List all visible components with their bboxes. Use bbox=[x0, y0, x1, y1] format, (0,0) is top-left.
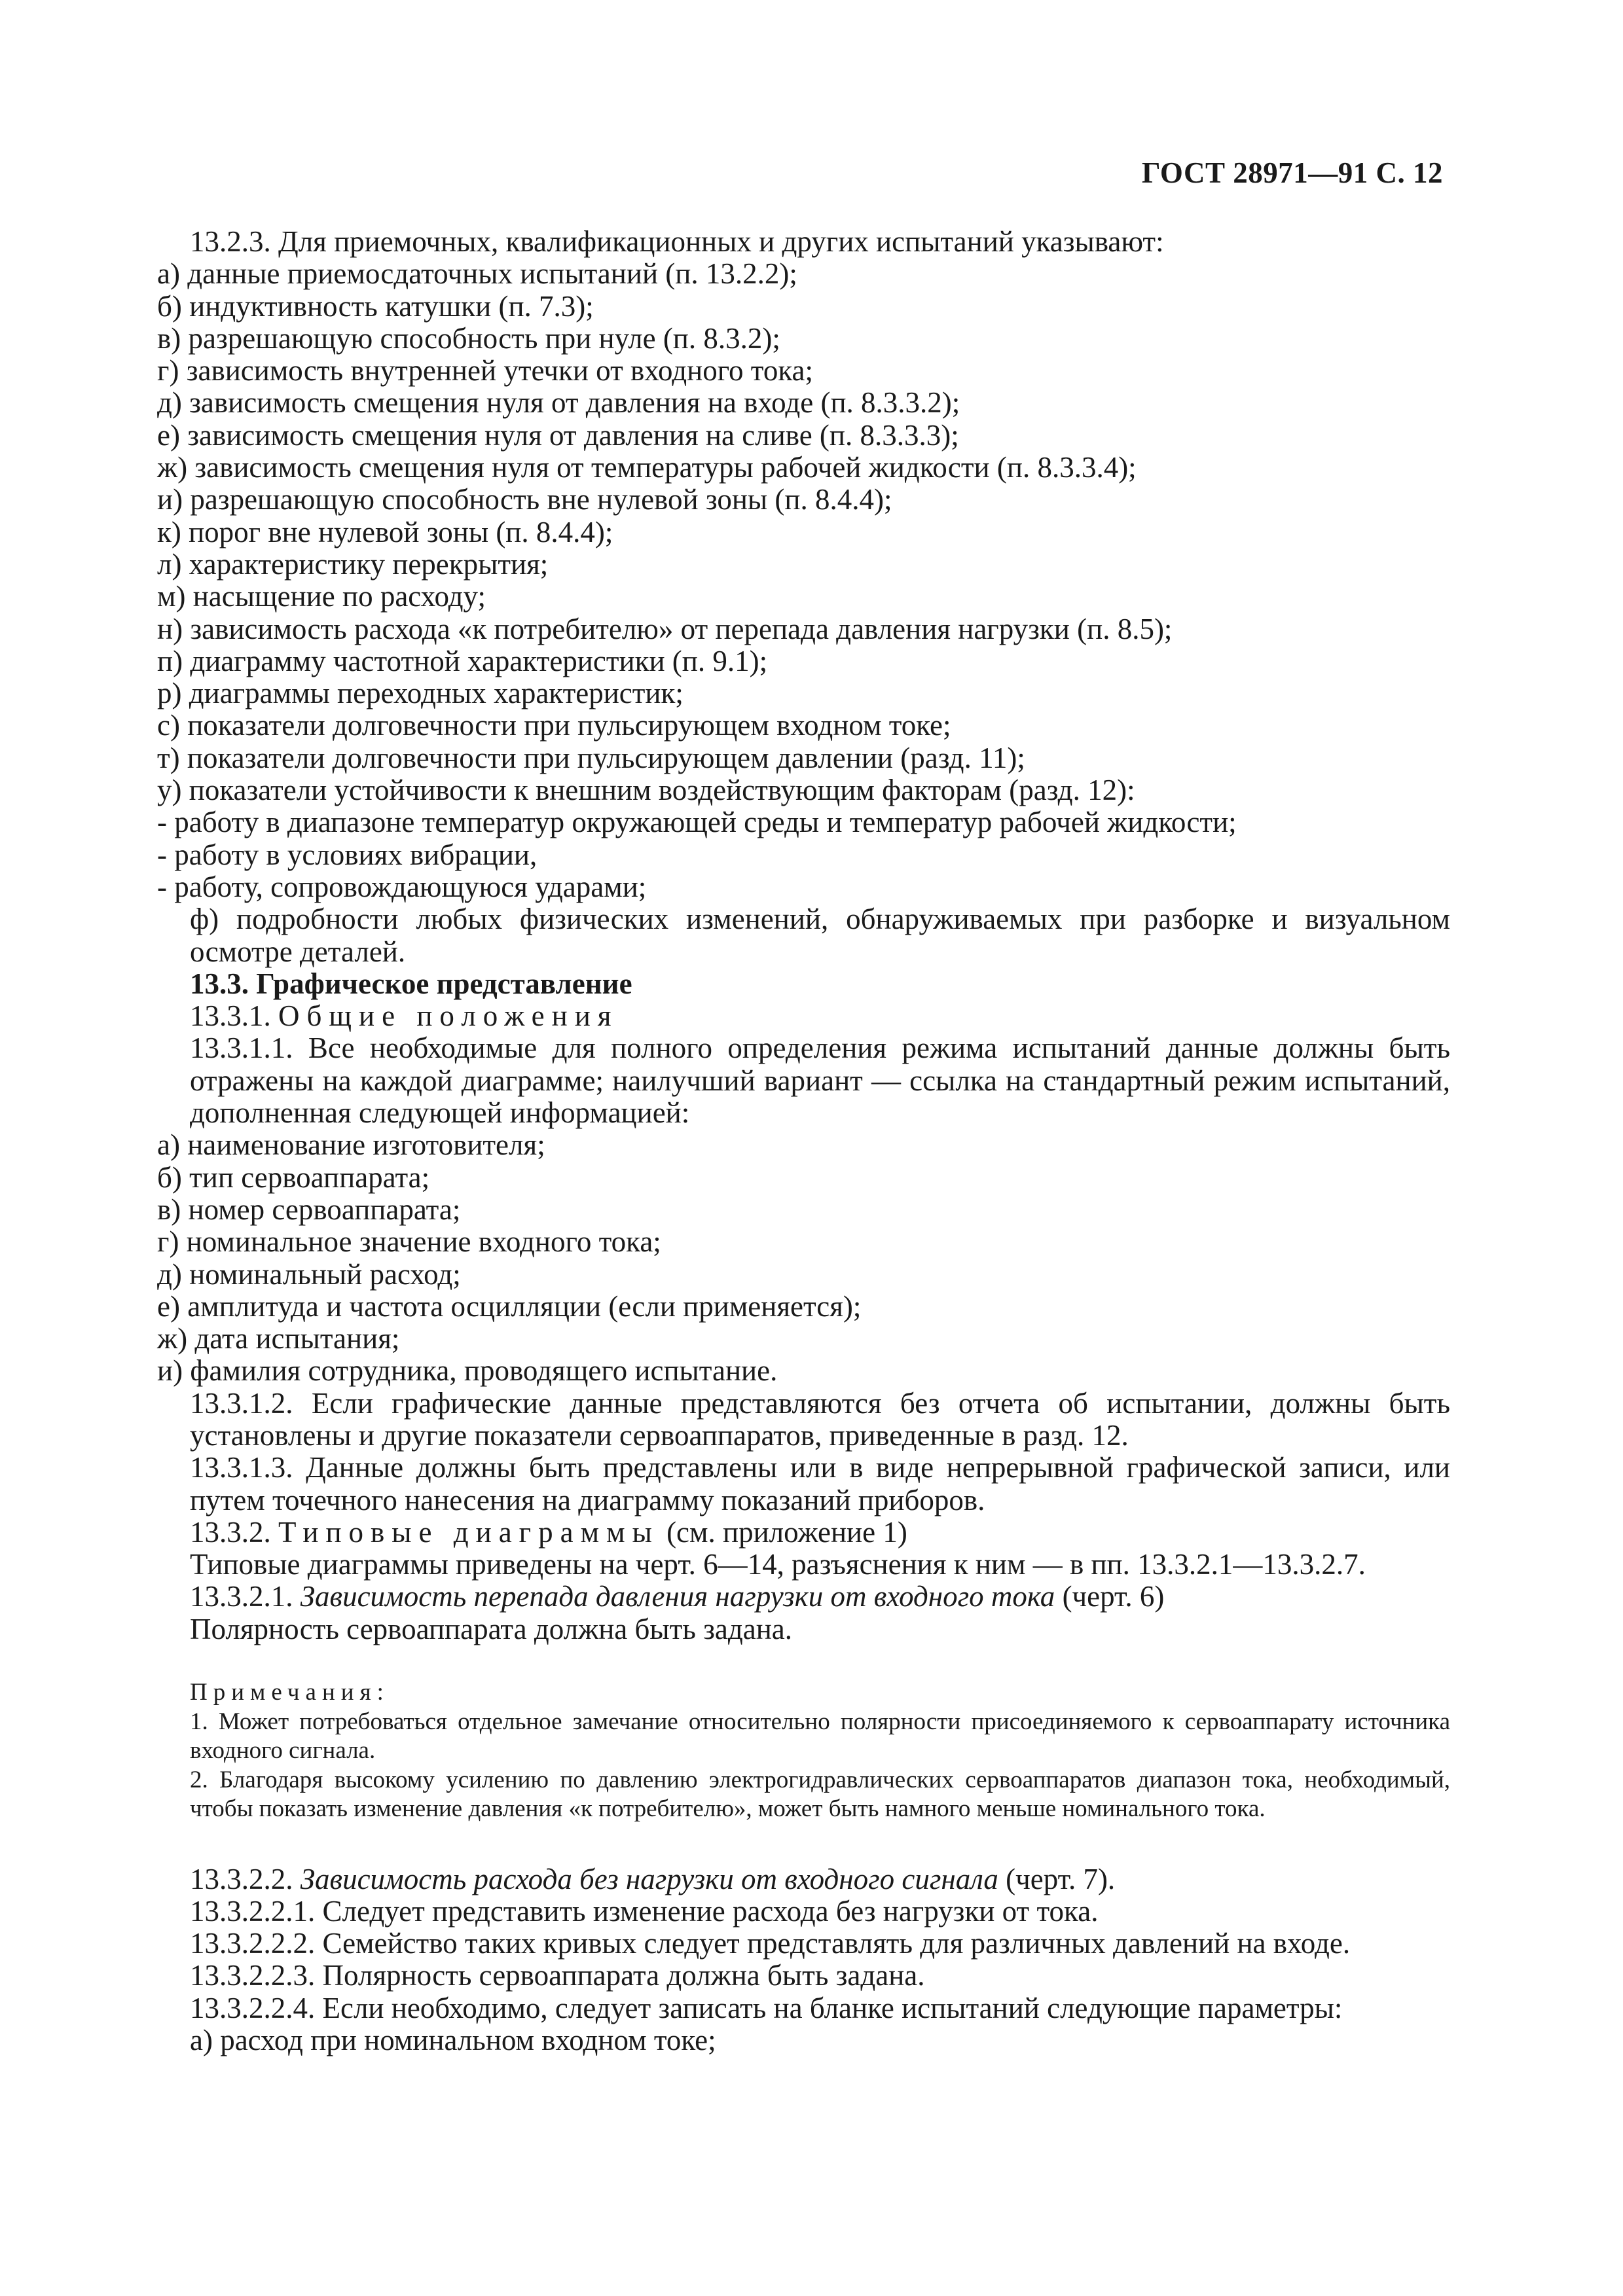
notes-title: Примечания: bbox=[190, 1679, 390, 1706]
subsection-13-3-2 bbox=[157, 1516, 1450, 1549]
subsection-13-3-1 bbox=[157, 1000, 1450, 1032]
list-item-f: ф) подробности любых физических изменений, обнаруживаемых при разборке и визуальном осмотре деталей. bbox=[190, 903, 1450, 968]
list-item: б) индуктивность катушки (п. 7.3); bbox=[157, 289, 594, 323]
list-item: и) разрешающую способность вне нулевой зоны (п. 8.4.4); bbox=[157, 483, 892, 516]
list-item: р) диаграммы переходных характеристик; bbox=[157, 677, 684, 710]
list-item: ж) дата испытания; bbox=[157, 1322, 400, 1355]
dash-item: - работу в диапазоне температур окружающей среды и температур рабочей жидкости; bbox=[157, 806, 1237, 839]
list-item: н) зависимость расхода «к потребителю» от перепада давления нагрузки (п. 8.5); bbox=[157, 612, 1173, 645]
list-item: в) номер сервоаппарата; bbox=[157, 1193, 461, 1226]
clause-13-3-2-1 bbox=[157, 1581, 1450, 1613]
clause-number: 13.3.1. bbox=[190, 999, 271, 1033]
list-item: в) разрешающую способность при нуле (п. 8.3.2); bbox=[157, 321, 780, 355]
list-item: е) зависимость смещения нуля от давления на сливе (п. 8.3.3.3); bbox=[157, 418, 959, 452]
italic-title: Зависимость перепада давления нагрузки от входного тока bbox=[300, 1580, 1055, 1613]
clause-13-3-1-2: 13.3.1.2. Если графические данные представляются без отчета об испытании, должны быть установлены и другие показатели сервоаппаратов, приведенные в разд. 12. bbox=[190, 1386, 1450, 1452]
clause-number: 13.3.2.1. bbox=[190, 1580, 293, 1613]
clause-reference: (черт. 7). bbox=[1006, 1862, 1116, 1895]
spacer bbox=[157, 1824, 1450, 1863]
list-item: б) тип сервоаппарата; bbox=[157, 1160, 430, 1194]
list-item: ж) зависимость смещения нуля от температуры рабочей жидкости (п. 8.3.3.4); bbox=[157, 451, 1137, 484]
notes-block bbox=[157, 1678, 1450, 1824]
clause-13-3-2-2 bbox=[157, 1863, 1450, 1895]
spaced-title: Типовые диаграммы bbox=[278, 1515, 659, 1549]
list-item: у) показатели устойчивости к внешним воздействующим факторам (разд. 12): bbox=[157, 774, 1135, 807]
list-item: д) номинальный расход; bbox=[157, 1257, 461, 1291]
list-item: д) зависимость смещения нуля от давления на входе (п. 8.3.3.2); bbox=[157, 386, 960, 420]
list-item: а) расход при номинальном входном токе; bbox=[190, 2024, 716, 2057]
clause-13-3-2-2-2: 13.3.2.2.2. Семейство таких кривых следует представлять для различных давлений на входе. bbox=[190, 1927, 1351, 1960]
list-item: м) насыщение по расходу; bbox=[157, 580, 486, 613]
list-item: к) порог вне нулевой зоны (п. 8.4.4); bbox=[157, 515, 613, 548]
spacer bbox=[157, 1645, 1450, 1678]
clause-number: 13.3.2.2. bbox=[190, 1862, 293, 1895]
list-item: е) амплитуда и частота осцилляции (если применяется); bbox=[157, 1289, 862, 1323]
note-item: 1. Может потребоваться отдельное замечание относительно полярности присоединяемого к сервоаппарату источника входного сигнала. bbox=[190, 1708, 1450, 1765]
clause-13-3-2-2-3: 13.3.2.2.3. Полярность сервоаппарата должна быть задана. bbox=[190, 1959, 925, 1992]
list-item: а) данные приемосдаточных испытаний (п. 13.2.2); bbox=[157, 257, 797, 291]
clause-13-3-1-3: 13.3.1.3. Данные должны быть представлены или в виде непрерывной графической записи, или путем точечного нанесения на диаграмму показаний приборов. bbox=[190, 1451, 1450, 1516]
dash-item: - работу, сопровождающуюся ударами; bbox=[157, 870, 647, 903]
list-item: а) наименование изготовителя; bbox=[157, 1128, 545, 1162]
clause-reference: (черт. 6) bbox=[1062, 1580, 1165, 1613]
list-item: г) зависимость внутренней утечки от входного тока; bbox=[157, 354, 814, 387]
clause-number: 13.3.2. bbox=[190, 1515, 271, 1549]
list-item: п) диаграмму частотной характеристики (п. 9.1); bbox=[157, 644, 768, 677]
list-item: л) характеристику перекрытия; bbox=[157, 547, 549, 581]
note-item: 2. Благодаря высокому усилению по давлению электрогидравлических сервоаппаратов диапазон тока, необходимый, чтобы показать изменение давления «к потребителю», может быть намного меньше номинального тока. bbox=[190, 1766, 1450, 1823]
list-item: и) фамилия сотрудника, проводящего испытание. bbox=[157, 1354, 778, 1388]
section-heading-13-3: 13.3. Графическое представление bbox=[190, 967, 632, 1000]
spaced-title: Общие положения bbox=[278, 999, 619, 1033]
clause-13-3-2-2-1: 13.3.2.2.1. Следует представить изменение расхода без нагрузки от тока. bbox=[190, 1894, 1099, 1928]
document-body bbox=[157, 226, 1450, 2056]
clause-13-2-3-intro: 13.2.3. Для приемочных, квалификационных и других испытаний указывают: bbox=[190, 225, 1164, 258]
clause-13-3-2-text: Типовые диаграммы приведены на черт. 6—14, разъяснения к ним — в пп. 13.3.2.1—13.3.2.7. bbox=[190, 1548, 1366, 1581]
list-item: с) показатели долговечности при пульсирующем входном токе; bbox=[157, 709, 951, 742]
list-item: т) показатели долговечности при пульсирующем давлении (разд. 11); bbox=[157, 741, 1025, 774]
clause-13-3-2-1-text: Полярность сервоаппарата должна быть задана. bbox=[190, 1612, 793, 1645]
list-item: г) номинальное значение входного тока; bbox=[157, 1225, 661, 1259]
clause-13-3-2-2-4: 13.3.2.2.4. Если необходимо, следует записать на бланке испытаний следующие параметры: bbox=[190, 1991, 1343, 2024]
clause-13-3-1-1: 13.3.1.1. Все необходимые для полного определения режима испытаний данные должны быть отражены на каждой диаграмме; наилучший вариант — ссылка на стандартный режим испытаний, дополненная следующей информацией: bbox=[190, 1031, 1450, 1130]
dash-item: - работу в условиях вибрации, bbox=[157, 838, 538, 871]
italic-title: Зависимость расхода без нагрузки от входного сигнала bbox=[300, 1862, 998, 1895]
clause-reference: (см. приложение 1) bbox=[666, 1515, 907, 1549]
page-header: ГОСТ 28971—91 С. 12 bbox=[1141, 156, 1443, 189]
